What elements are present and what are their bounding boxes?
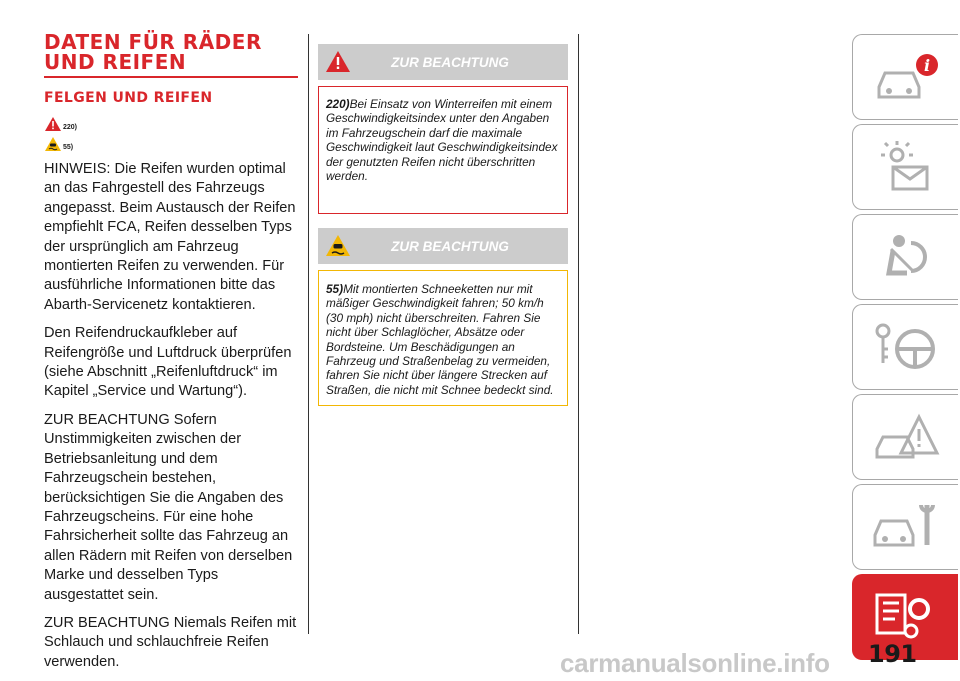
caution-header-label: ZUR BEACHTUNG <box>391 238 509 254</box>
reference-number: 220) <box>63 123 78 131</box>
left-column <box>44 32 300 681</box>
warning-lights-envelope-icon <box>871 139 941 195</box>
warning-box <box>318 86 568 214</box>
red-warning-triangle-icon <box>45 117 61 131</box>
car-info-icon <box>871 49 941 105</box>
warning-text: Bei Einsatz von Winterreifen mit einem Geschwindigkeitsindex unter den Angaben im Fahrzeugschein darf die maximale Geschwindigkeit laut Geschwindigkeitsindex der genutzten Reifen nicht überschritten werden. <box>326 97 558 184</box>
page-title <box>44 32 300 72</box>
car-crash-warning-icon <box>871 409 941 465</box>
paragraph: HINWEIS: Die Reifen wurden optimal an das Fahrgestell des Fahrzeugs angepasst. Beim Austausch der Reifen empfiehlt FCA, Reifen desselben Typs der ursprünglich am Fahrzeug montierten Reifen zu verwenden. Für ausführliche Informationen bitte das Abarth-Servicenetz kontaktieren. <box>44 161 296 313</box>
title-divider <box>44 76 298 78</box>
body-text <box>44 160 300 672</box>
caution-number: 55) <box>326 282 344 296</box>
reference-220[interactable] <box>45 114 300 134</box>
page-title-line1: DATEN FÜR RÄDER <box>44 30 262 54</box>
tab-safety[interactable] <box>852 214 958 300</box>
tab-service[interactable] <box>852 484 958 570</box>
tab-vehicle-info[interactable] <box>852 34 958 120</box>
warning-number: 220) <box>326 97 350 111</box>
warnings-column <box>318 44 568 406</box>
yellow-car-skid-icon <box>45 137 61 151</box>
watermark: carmanualsonline.info <box>560 648 830 678</box>
warning-header-label: ZUR BEACHTUNG <box>391 54 509 70</box>
caution-header <box>318 228 568 264</box>
caution-text: Mit montierten Schneeketten nur mit mäßiger Geschwindigkeit fahren; 50 km/h (30 mph) nicht überschreiten. Fahren Sie nicht über Schlaglöcher, Absätze oder Bordsteine. Um Beschädigungen an Fahrzeug und Straßenbelag zu vermeiden, fahren Sie nicht über längere Strecken auf Straßen, die nicht mit Schnee bedeckt sind. <box>326 282 554 397</box>
tab-emergency[interactable] <box>852 394 958 480</box>
tab-warning-lights[interactable] <box>852 124 958 210</box>
page-number: 191 <box>868 640 917 668</box>
car-wrench-icon <box>871 499 941 555</box>
svg-text:i: i <box>923 56 930 75</box>
column-divider <box>578 34 579 634</box>
key-steering-wheel-icon <box>871 319 941 375</box>
paragraph: ZUR BEACHTUNG Sofern Unstimmigkeiten zwischen der Betriebsanleitung und dem Fahrzeugschein bestehen, berücksichtigen Sie die Angaben des Fahrzeugscheins. Für eine hohe Fahrsicherheit sollte das Fahrzeug an allen Rädern mit Reifen von derselben Marke und desselben Typs ausgestattet sein. <box>44 411 293 603</box>
section-title: FELGEN UND REIFEN <box>44 90 213 106</box>
paragraph: Den Reifendruckaufkleber auf Reifengröße und Luftdruck überprüfen (siehe Abschnitt „Reifenluftdruck“ im Kapitel „Service und Wartung“). <box>44 325 292 400</box>
page-title-line2: UND REIFEN <box>44 50 187 74</box>
reference-number: 55) <box>63 143 74 151</box>
tab-starting-driving[interactable] <box>852 304 958 390</box>
reference-55[interactable] <box>45 134 300 154</box>
warning-header <box>318 44 568 80</box>
column-divider <box>308 34 309 634</box>
caution-box <box>318 270 568 406</box>
paragraph: ZUR BEACHTUNG Niemals Reifen mit Schlauch und schlauchfreie Reifen verwenden. <box>44 614 297 670</box>
specifications-gears-icon <box>871 589 941 645</box>
seat-airbag-safety-icon <box>871 229 941 285</box>
